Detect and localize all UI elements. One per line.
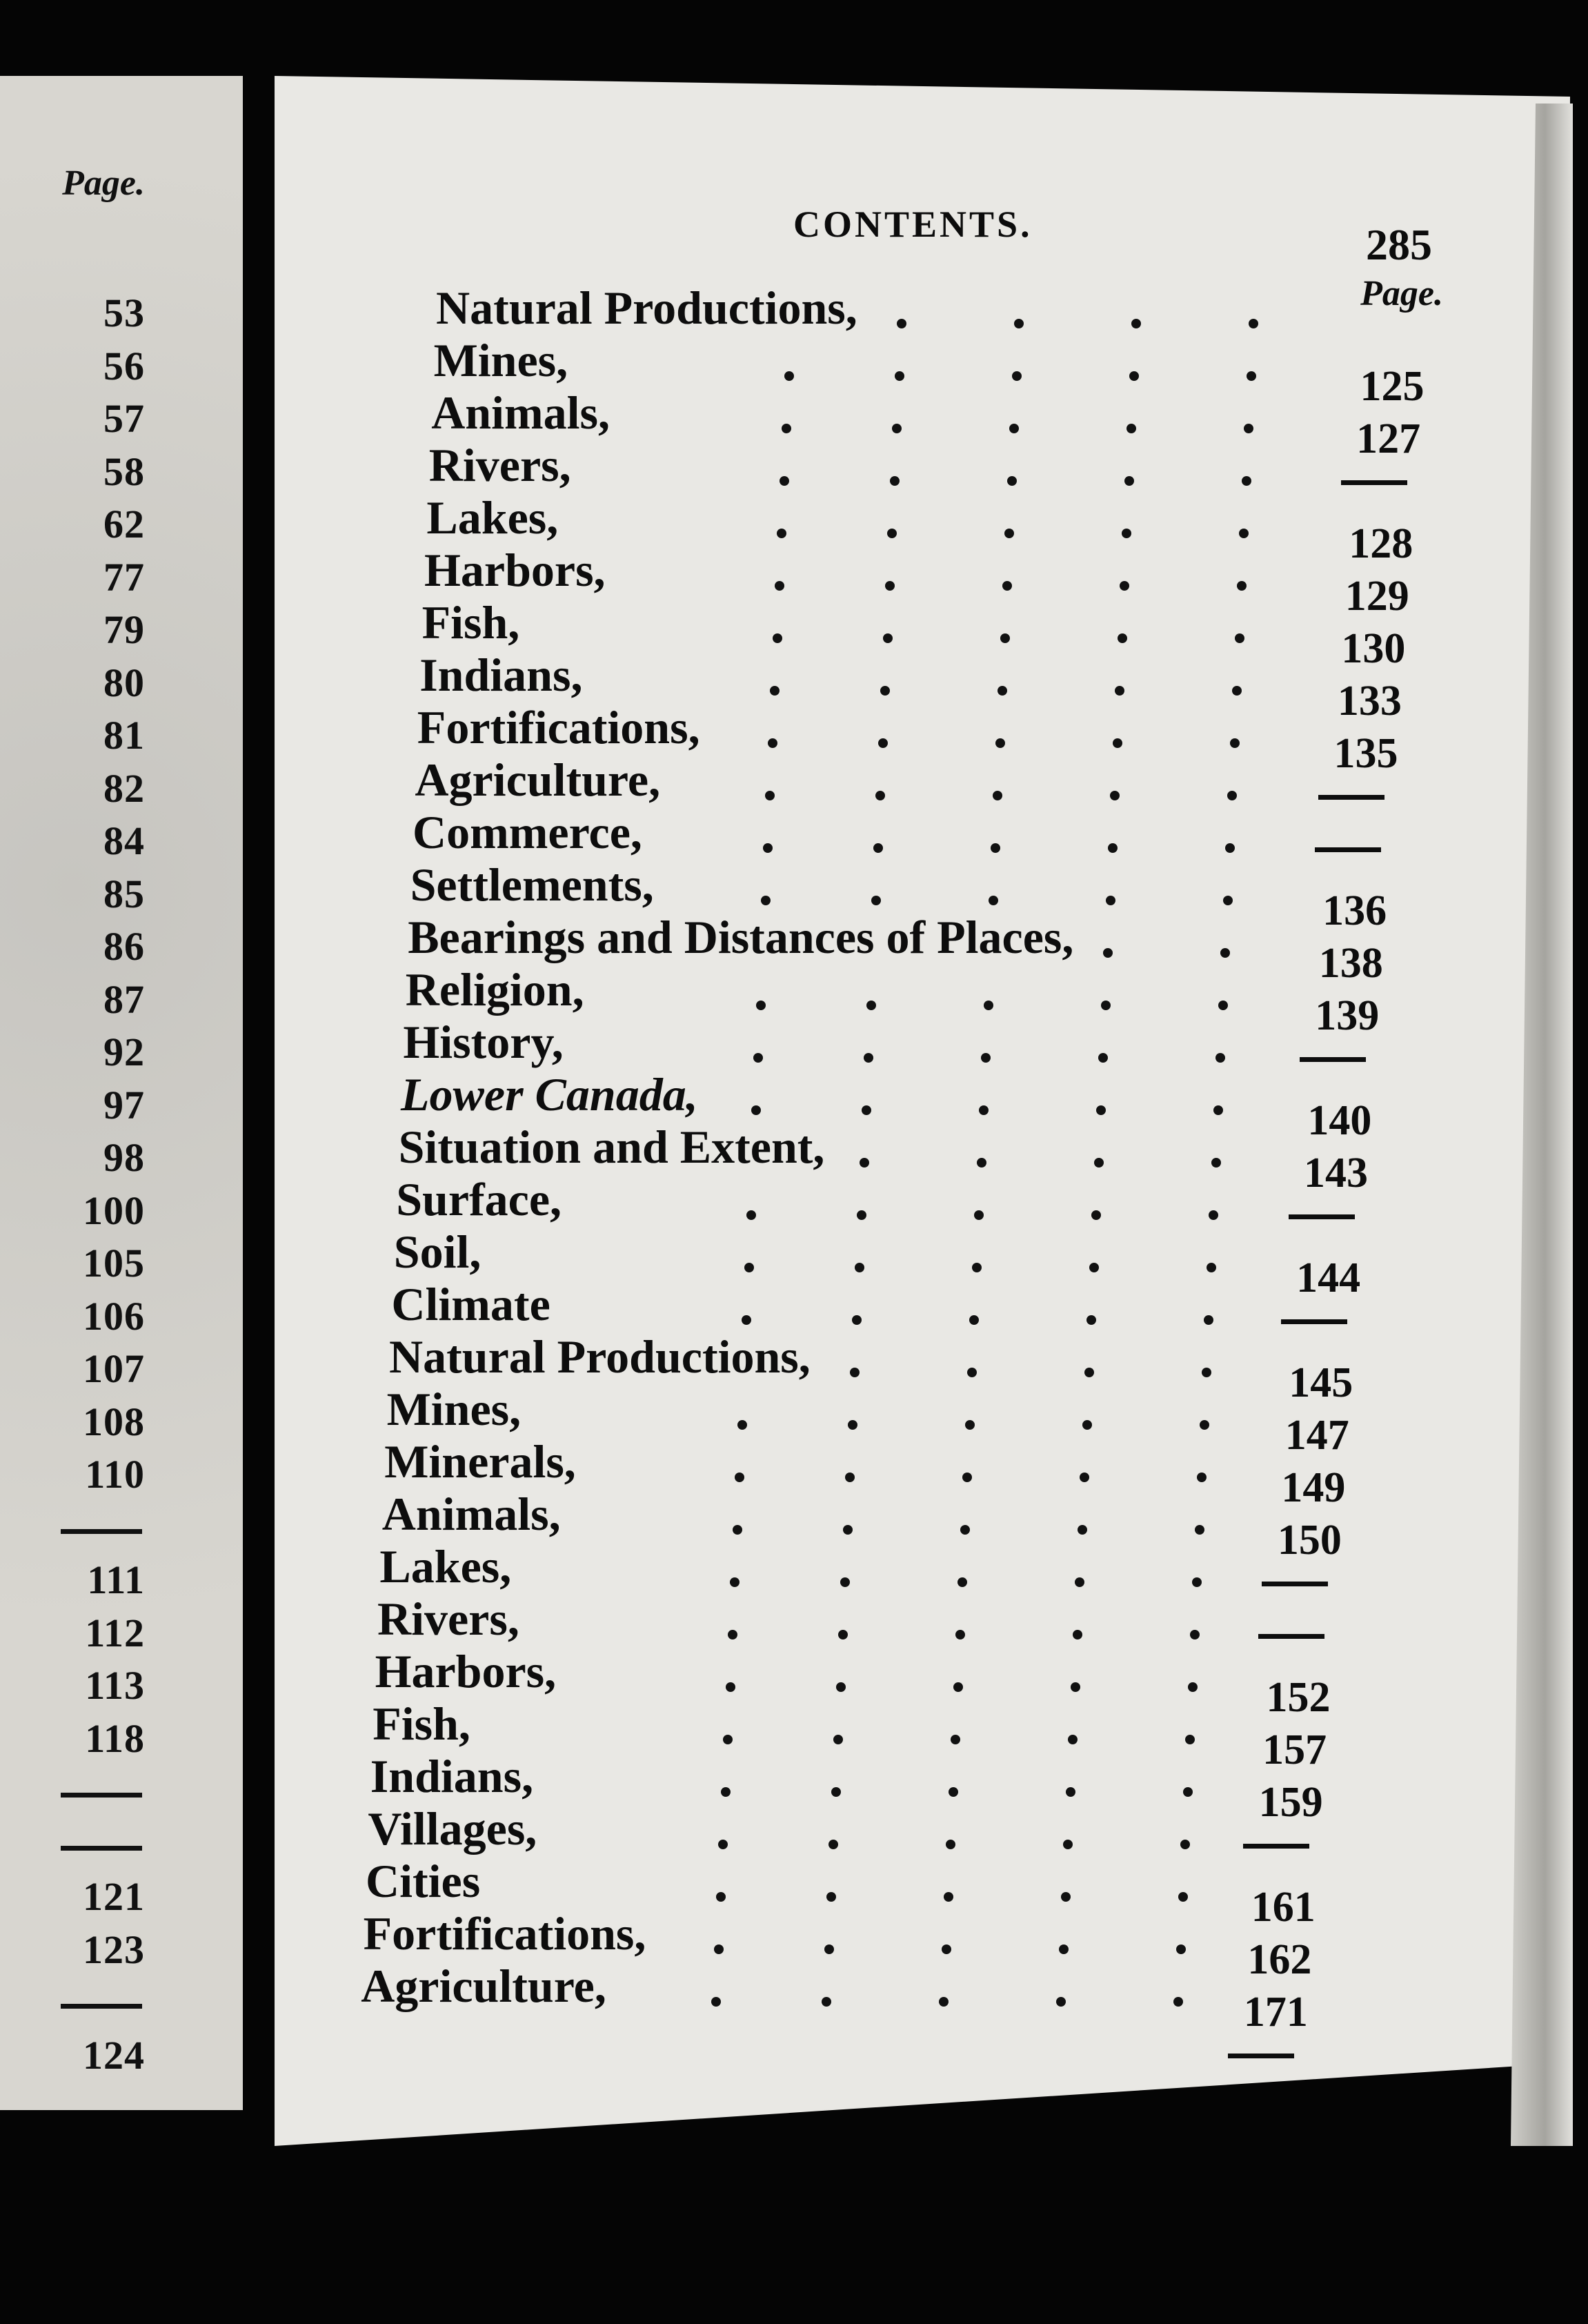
- leader-dot: [714, 1944, 724, 1954]
- left-page-number: 108: [83, 1399, 145, 1444]
- leader-dot: [775, 581, 784, 591]
- left-page-number: 118: [85, 1715, 145, 1761]
- contents-page-dash: [1281, 1319, 1347, 1324]
- leader-dot: [1084, 1368, 1094, 1377]
- leader-dot: [862, 1105, 871, 1115]
- left-page-number: 113: [85, 1663, 145, 1708]
- leader-dot: [716, 1892, 726, 1902]
- contents-entry-title: Mines,: [386, 1383, 522, 1435]
- left-page-number: 77: [103, 554, 145, 600]
- contents-entry-title: Harbors,: [424, 544, 606, 596]
- leader-dot: [1061, 1892, 1071, 1902]
- contents-page-number: 171: [1243, 1989, 1308, 2036]
- left-page-number: 80: [103, 660, 145, 705]
- contents-page-dash: [1258, 1634, 1324, 1639]
- contents-entry-title: Rivers,: [428, 439, 571, 491]
- contents-page-number: 144: [1296, 1254, 1361, 1301]
- contents-entry-title: Lakes,: [379, 1540, 512, 1593]
- contents-page-number: 130: [1341, 625, 1406, 672]
- leader-dot: [1078, 1525, 1087, 1535]
- leader-dot: [890, 476, 900, 486]
- leader-dot: [780, 476, 789, 486]
- folio-number: 285: [1366, 220, 1432, 269]
- leader-dot: [721, 1787, 731, 1797]
- left-page-number: 57: [103, 396, 145, 441]
- leader-dot: [942, 1944, 951, 1954]
- leader-dot: [873, 843, 883, 853]
- contents-entry-title: Fish,: [421, 596, 520, 649]
- leader-dot: [972, 1263, 982, 1272]
- leader-dot: [885, 581, 895, 591]
- leader-dot: [1066, 1787, 1075, 1797]
- leader-dot: [843, 1525, 853, 1535]
- left-page-number: 53: [103, 290, 145, 335]
- running-head: CONTENTS.: [793, 204, 1033, 245]
- leader-dot: [763, 843, 773, 853]
- leader-dot: [984, 1001, 993, 1010]
- left-page-number: 56: [103, 343, 145, 388]
- left-page-number: 58: [103, 449, 145, 494]
- left-page-dash: [61, 1793, 142, 1798]
- left-page-number: 106: [83, 1293, 145, 1339]
- contents-entry-title: Settlements,: [410, 858, 654, 911]
- left-page-number: 107: [83, 1346, 145, 1391]
- left-page-number: 87: [103, 976, 145, 1022]
- leader-dot: [848, 1420, 857, 1430]
- contents-page-dash: [1262, 1582, 1328, 1586]
- contents-entry-title: Villages,: [368, 1802, 537, 1855]
- contents-entry-title: Agriculture,: [361, 1960, 606, 2012]
- contents-page-number: 159: [1258, 1779, 1323, 1826]
- left-page-number: 111: [87, 1557, 145, 1602]
- contents-page-number: 125: [1360, 363, 1425, 410]
- left-page-number: 97: [103, 1082, 145, 1127]
- leader-dot: [866, 1001, 876, 1010]
- leader-dot: [1101, 1001, 1111, 1010]
- contents-entry-title: Soil,: [393, 1225, 482, 1278]
- leader-dot: [1176, 1944, 1186, 1954]
- leader-dot: [751, 1105, 761, 1115]
- leader-dot: [1195, 1525, 1204, 1535]
- leader-dot: [1059, 1944, 1069, 1954]
- contents-page-dash: [1243, 1844, 1309, 1849]
- leader-dot: [1178, 1892, 1188, 1902]
- leader-dot: [773, 633, 782, 643]
- contents-page-number: 128: [1349, 520, 1413, 567]
- leader-dot: [1190, 1630, 1200, 1639]
- leader-dot: [1202, 1368, 1211, 1377]
- leader-dot: [1207, 1263, 1216, 1272]
- leader-dot: [991, 843, 1000, 853]
- leader-dot: [1223, 896, 1233, 905]
- leader-dot: [1071, 1682, 1080, 1692]
- leader-dot: [826, 1892, 836, 1902]
- leader-dot: [1237, 581, 1247, 591]
- contents-page-number: 162: [1247, 1936, 1312, 1983]
- contents-page-number: 127: [1356, 415, 1421, 462]
- leader-dot: [953, 1682, 963, 1692]
- left-page-number: 112: [85, 1610, 145, 1655]
- leader-dot: [1188, 1682, 1198, 1692]
- left-page-number: 98: [103, 1135, 145, 1180]
- contents-entry-title: Fish,: [373, 1697, 470, 1750]
- leader-dot: [728, 1630, 737, 1639]
- left-page-number: 110: [85, 1452, 145, 1497]
- leader-dot: [1218, 1001, 1228, 1010]
- contents-entry-title: Climate: [391, 1278, 550, 1330]
- contents-page-number: 136: [1322, 887, 1387, 934]
- left-page-number: 86: [103, 924, 145, 969]
- contents-entry-title: History,: [403, 1016, 564, 1068]
- leader-dot: [1012, 371, 1022, 381]
- leader-dot: [1106, 896, 1115, 905]
- contents-entry-title: Fortifications,: [363, 1907, 646, 1960]
- leader-dot: [1230, 738, 1240, 748]
- contents-entry-title: Lower Canada,: [401, 1068, 698, 1121]
- leader-dot: [1108, 843, 1118, 853]
- leader-dot: [850, 1368, 860, 1377]
- contents-entry-title: Cities: [366, 1855, 481, 1907]
- contents-page-number: 129: [1344, 573, 1409, 620]
- leader-dot: [1124, 476, 1134, 486]
- contents-entry-title: Commerce,: [413, 806, 642, 858]
- contents-page-number: 133: [1337, 678, 1402, 725]
- leader-dot: [1242, 476, 1251, 486]
- leader-dot: [733, 1525, 742, 1535]
- leader-dot: [761, 896, 771, 905]
- left-page-heading: Page.: [62, 164, 145, 203]
- left-page-dash: [61, 1529, 142, 1534]
- contents-page-number: 149: [1281, 1464, 1346, 1511]
- leader-dot: [860, 1158, 869, 1168]
- contents-entry-title: Agriculture,: [415, 754, 661, 806]
- leader-dot: [1225, 843, 1235, 853]
- left-page-number: 124: [83, 2032, 145, 2078]
- leader-dot: [878, 738, 888, 748]
- leader-dot: [965, 1420, 975, 1430]
- contents-entry-title: Surface,: [396, 1173, 562, 1225]
- leader-dot: [895, 371, 904, 381]
- contents-page-number: 140: [1307, 1097, 1372, 1144]
- leader-dot: [855, 1263, 864, 1272]
- contents-entry-title: Natural Productions,: [389, 1330, 811, 1383]
- leader-dot: [836, 1682, 846, 1692]
- contents-entry-title: Bearings and Distances of Places,: [408, 911, 1074, 963]
- contents-entry-title: Mines,: [433, 334, 568, 386]
- contents-page-number: 152: [1266, 1674, 1331, 1721]
- leader-dot: [949, 1787, 958, 1797]
- contents-page-dash: [1228, 2054, 1294, 2058]
- left-page-number: 62: [103, 502, 145, 546]
- contents-page-number: 147: [1284, 1412, 1349, 1459]
- contents-entry-title: Animals,: [431, 386, 611, 439]
- leader-dot: [1118, 633, 1127, 643]
- leader-dot: [1249, 319, 1258, 328]
- contents-page-number: 138: [1318, 940, 1383, 987]
- leader-dot: [1213, 1105, 1223, 1115]
- contents-entry-title: Indians,: [419, 649, 583, 701]
- leader-dot: [977, 1158, 986, 1168]
- left-page-number: 85: [103, 871, 145, 916]
- leader-dot: [1007, 476, 1017, 486]
- leader-dot: [1082, 1420, 1092, 1430]
- leader-dot: [883, 633, 893, 643]
- contents-entry-title: Harbors,: [375, 1645, 557, 1697]
- contents-entry-title: Minerals,: [384, 1435, 576, 1488]
- left-page-number: 105: [83, 1241, 145, 1286]
- contents-page-dash: [1341, 480, 1407, 485]
- leader-dot: [1120, 581, 1129, 591]
- leader-dot: [944, 1892, 953, 1902]
- contents-page-dash: [1315, 847, 1381, 852]
- left-page-number: 79: [103, 607, 145, 652]
- leader-dot: [824, 1944, 834, 1954]
- contents-entry-title: Lakes,: [426, 491, 559, 544]
- contents-page-number: 150: [1277, 1517, 1342, 1564]
- leader-dot: [979, 1105, 989, 1115]
- leader-dot: [756, 1001, 766, 1010]
- contents-page-number: 161: [1251, 1884, 1316, 1931]
- contents-page-number: 139: [1315, 992, 1380, 1039]
- leader-dot: [838, 1630, 848, 1639]
- contents-entry-title: Fortifications,: [417, 701, 700, 754]
- contents-page-dash: [1300, 1057, 1366, 1062]
- leader-dot: [1094, 1158, 1104, 1168]
- leader-dot: [1247, 371, 1256, 381]
- leader-dot: [955, 1630, 965, 1639]
- contents-entry-title: Religion,: [405, 963, 584, 1016]
- left-page-number: 121: [83, 1874, 145, 1919]
- contents-page-dash: [1318, 795, 1384, 800]
- left-page-number: 123: [83, 1927, 145, 1972]
- leader-dot: [1211, 1158, 1221, 1168]
- leader-dot: [1113, 738, 1122, 748]
- left-page-number: 92: [103, 1030, 145, 1074]
- leader-dot: [1089, 1263, 1099, 1272]
- contents-page-number: 145: [1289, 1359, 1353, 1406]
- leader-dot: [831, 1787, 841, 1797]
- left-page-number: 84: [103, 818, 145, 863]
- leader-dot: [1183, 1787, 1193, 1797]
- leader-dot: [897, 319, 906, 328]
- leader-dot: [726, 1682, 735, 1692]
- contents-entry-title: Indians,: [370, 1750, 534, 1802]
- leader-dot: [744, 1263, 754, 1272]
- contents-entry-title: Natural Productions,: [436, 282, 857, 334]
- leader-dot: [1200, 1420, 1209, 1430]
- leader-dot: [1002, 581, 1012, 591]
- leader-dot: [1131, 319, 1141, 328]
- leader-dot: [960, 1525, 970, 1535]
- leader-dot: [1014, 319, 1024, 328]
- contents-entry-title: Rivers,: [377, 1593, 519, 1645]
- leader-dot: [1073, 1630, 1082, 1639]
- left-page-number: 100: [83, 1188, 145, 1233]
- left-page-number: 82: [103, 765, 145, 811]
- contents-page-number: 143: [1303, 1150, 1368, 1197]
- leader-dot: [1000, 633, 1010, 643]
- leader-dot: [737, 1420, 747, 1430]
- leader-dot: [995, 738, 1005, 748]
- contents-page-number: 157: [1262, 1726, 1327, 1773]
- page-column-label: Page.: [1360, 274, 1443, 313]
- contents-page-number: 135: [1333, 730, 1398, 777]
- leader-dot: [989, 896, 998, 905]
- leader-dot: [1129, 371, 1139, 381]
- left-page-dash: [61, 2004, 142, 2009]
- leader-dot: [1235, 633, 1244, 643]
- leader-dot: [967, 1368, 977, 1377]
- contents-entry-title: Situation and Extent,: [398, 1121, 825, 1173]
- leader-dot: [768, 738, 777, 748]
- leader-dot: [1096, 1105, 1106, 1115]
- left-page-dash: [61, 1846, 142, 1851]
- contents-page-dash: [1289, 1214, 1355, 1219]
- contents-entry-title: Animals,: [381, 1488, 561, 1540]
- leader-dot: [871, 896, 881, 905]
- left-page-number: 81: [103, 713, 145, 758]
- leader-dot: [784, 371, 794, 381]
